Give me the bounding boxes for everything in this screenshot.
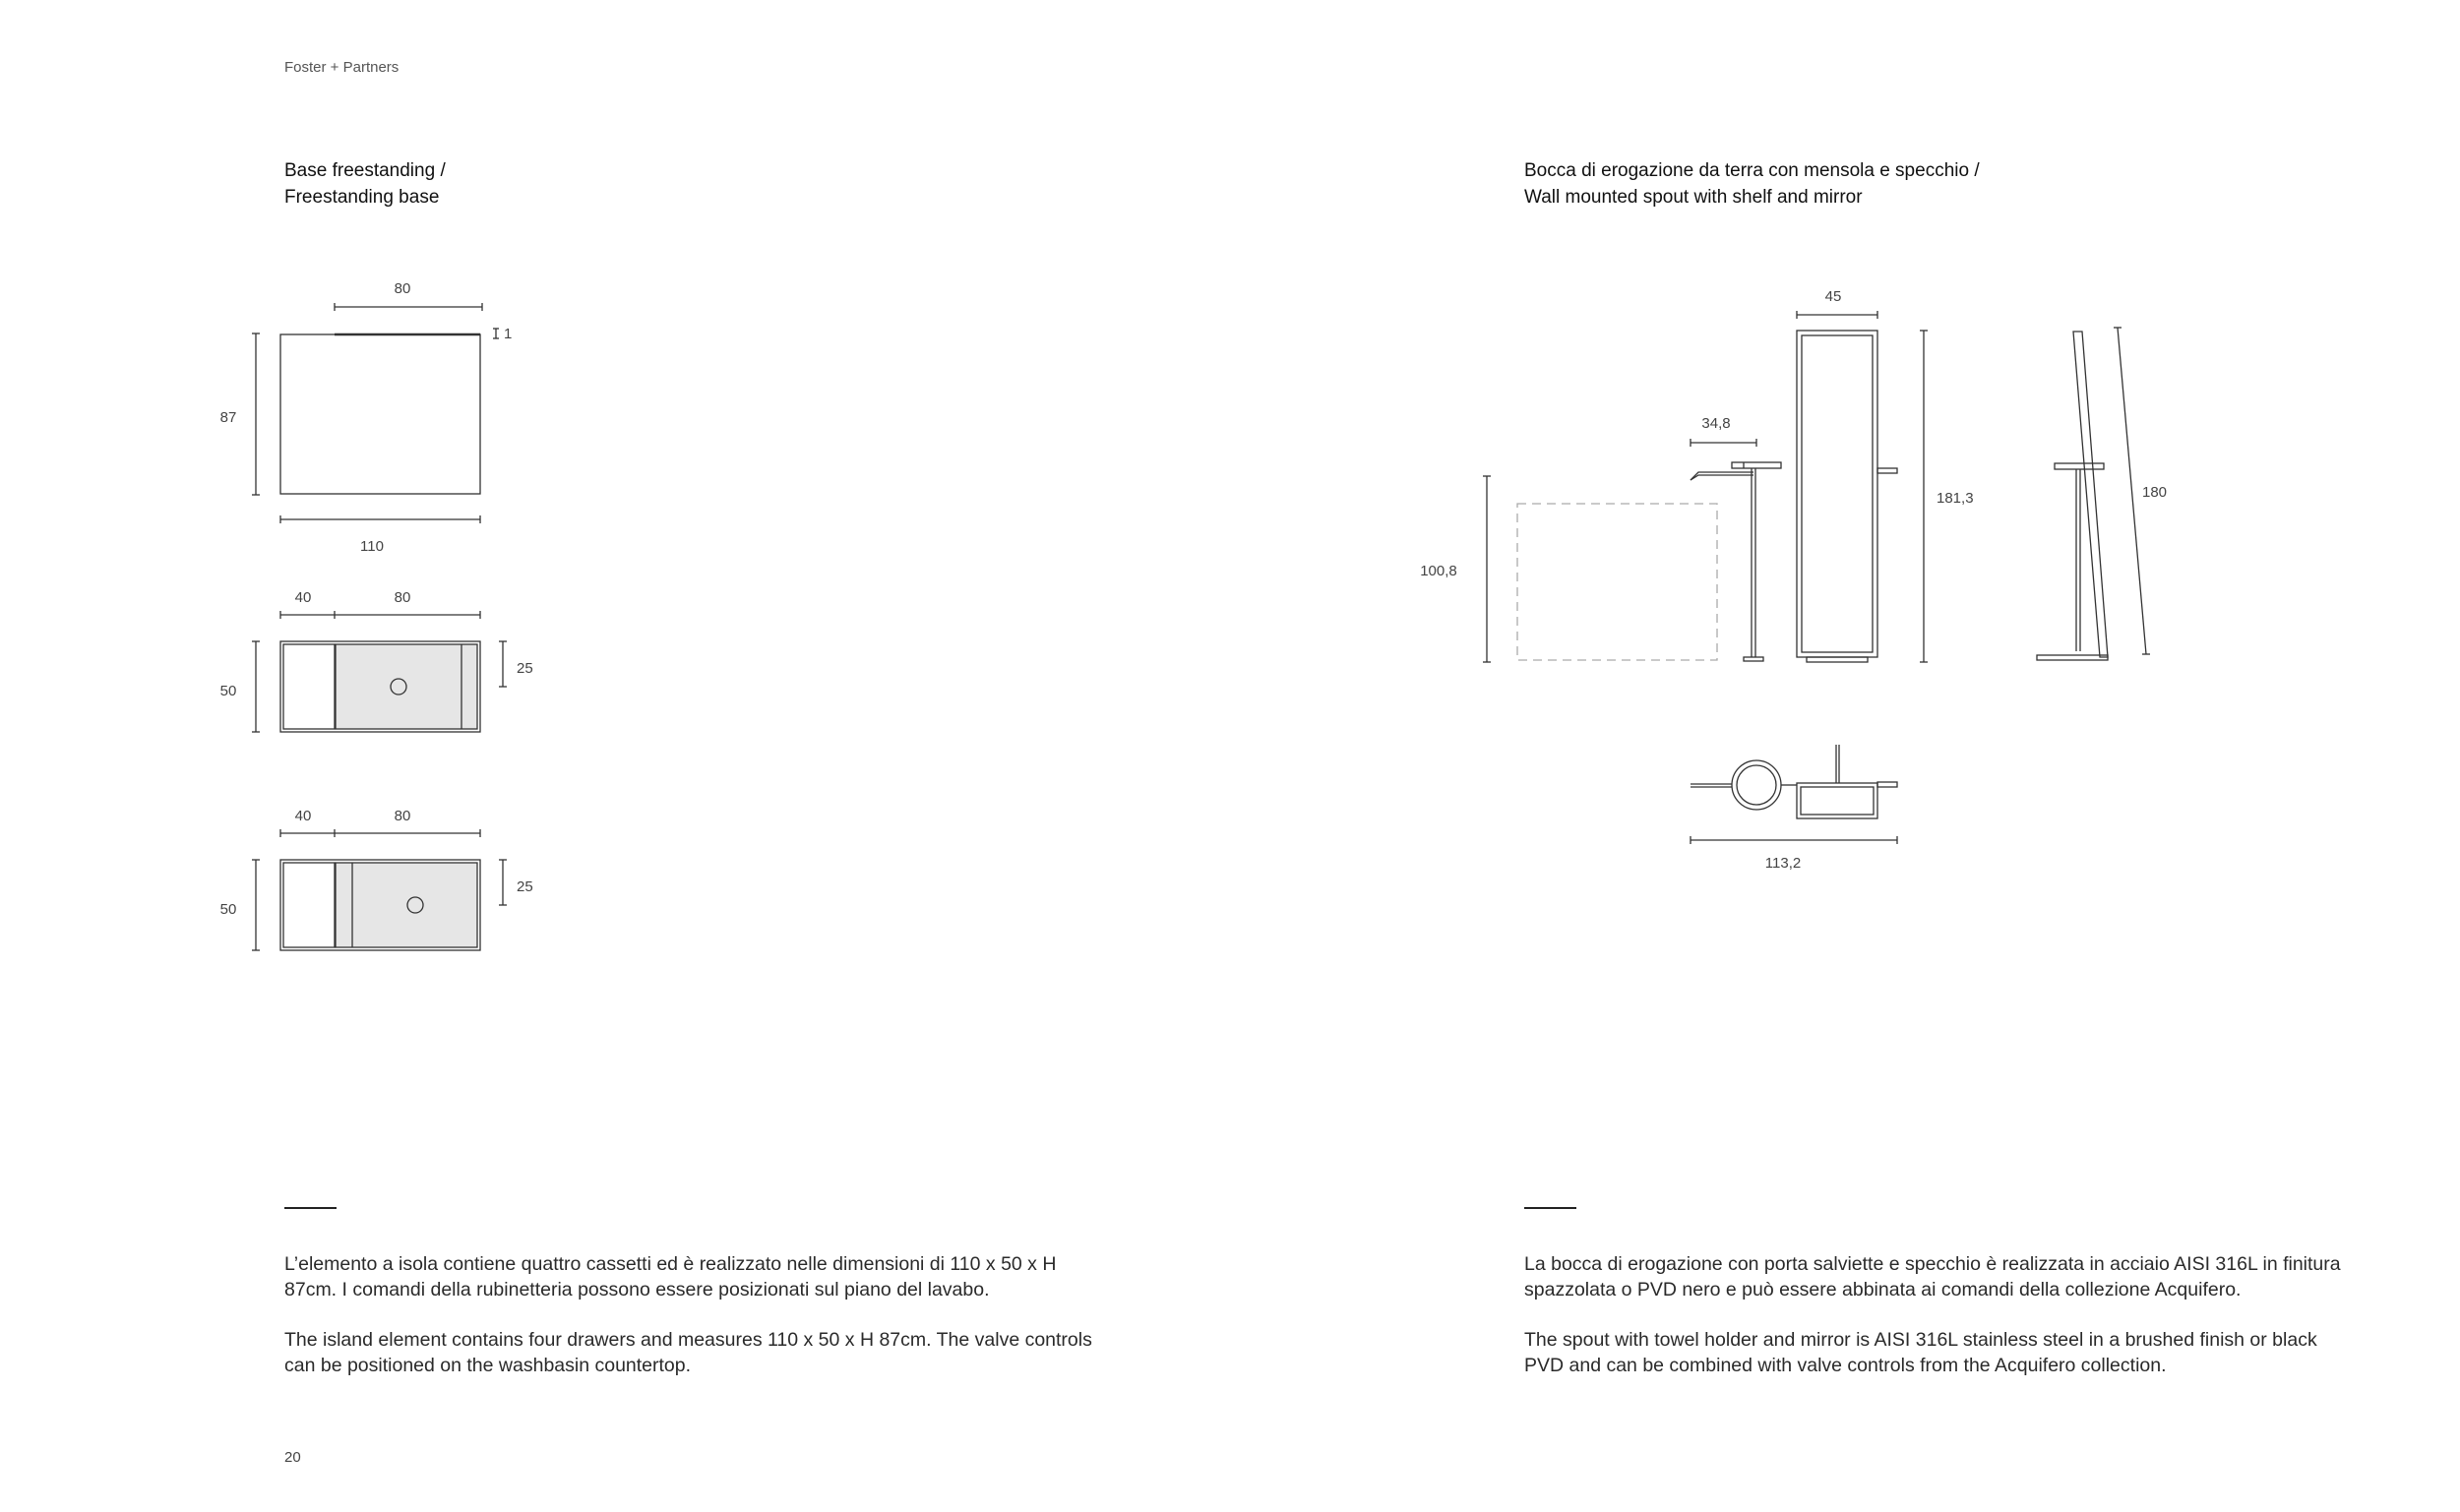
dim-label-plan-width: 113,2 xyxy=(1764,855,1802,872)
left-title-line1: Base freestanding / xyxy=(284,160,446,181)
freestanding-base-elevation xyxy=(252,303,499,523)
right-title-line2: Wall mounted spout with shelf and mirror xyxy=(1524,187,1863,208)
dim-label-plan2-a: 40 xyxy=(294,808,312,824)
plan2-basin xyxy=(336,863,477,947)
spout-mirror-plan-view xyxy=(1691,745,1897,844)
mirror-frame xyxy=(1797,331,1877,657)
right-paragraph-english: The spout with towel holder and mirror is AISI 316L stainless steel in a brushed finish or black PVD and can be combined with valve controls from the Acquifero collection. xyxy=(1524,1329,2317,1376)
dim-label-elevation-top: 80 xyxy=(394,280,411,297)
dim-label-plan2-half: 25 xyxy=(517,878,533,895)
dim-label-mirror-height: 181,3 xyxy=(1937,490,1974,507)
dim-label-mirror-width: 45 xyxy=(1824,288,1842,305)
side-foot xyxy=(2037,655,2108,660)
left-paragraph-english: The island element contains four drawers and measures 110 x 50 x H 87cm. The valve controls can be positioned on the washbasin countertop. xyxy=(284,1329,1092,1376)
left-description xyxy=(284,1251,1111,1403)
left-divider-rule xyxy=(284,1207,337,1209)
spout-foot xyxy=(1744,657,1763,661)
left-title-line2: Freestanding base xyxy=(284,187,440,208)
base-elevation-outline xyxy=(280,334,480,494)
mirror-side-profile xyxy=(2073,332,2108,657)
shelf xyxy=(1732,462,1781,468)
dim-label-plan2-depth: 50 xyxy=(219,901,237,918)
dim-label-plan1-a: 40 xyxy=(294,589,312,606)
right-description xyxy=(1524,1251,2351,1403)
plan-round-base xyxy=(1732,760,1781,810)
right-divider-rule xyxy=(1524,1207,1576,1209)
left-paragraph-italian: L’elemento a isola contiene quattro cassetti ed è realizzato nelle dimensioni di 110 x 50 x H 87cm. I comandi della rubinetteria possono essere posizionati sul piano del lavabo. xyxy=(284,1253,1057,1300)
spout-mirror-front-elevation xyxy=(1483,311,1928,662)
dim-label-plan1-b: 80 xyxy=(394,589,411,606)
brand-header: Foster + Partners xyxy=(284,59,400,76)
dim-label-plan1-half: 25 xyxy=(517,660,533,677)
dim-label-elevation-width: 110 xyxy=(360,538,384,555)
side-shelf xyxy=(2055,463,2104,469)
dim-label-side-height: 180 xyxy=(2142,484,2168,501)
dim-label-spout-height: 100,8 xyxy=(1420,563,1457,579)
freestanding-base-plan-2 xyxy=(252,829,507,950)
spout-mirror-side-elevation xyxy=(2037,328,2150,660)
plan1-drawer xyxy=(283,644,335,729)
plan-mirror-shelf xyxy=(1797,783,1877,818)
dim-label-spout-length: 34,8 xyxy=(1701,415,1731,432)
dim-label-elevation-height: 87 xyxy=(219,409,237,426)
dim-label-plan1-depth: 50 xyxy=(219,683,237,699)
right-paragraph-italian: La bocca di erogazione con porta salviette e specchio è realizzata in acciaio AISI 316L in finitura spazzolata o PVD nero e può essere abbinata ai comandi della collezione Acquifero. xyxy=(1524,1253,2341,1300)
plan2-drawer xyxy=(283,863,335,947)
page-number: 20 xyxy=(284,1449,301,1466)
mirror-foot xyxy=(1807,657,1868,662)
freestanding-base-plan-1 xyxy=(252,611,507,732)
dim-label-elevation-small: 1 xyxy=(504,326,513,342)
basin-outline-dashed xyxy=(1517,504,1717,660)
dim-label-plan2-b: 80 xyxy=(394,808,411,824)
right-title-line1: Bocca di erogazione da terra con mensola e specchio / xyxy=(1524,160,1980,181)
